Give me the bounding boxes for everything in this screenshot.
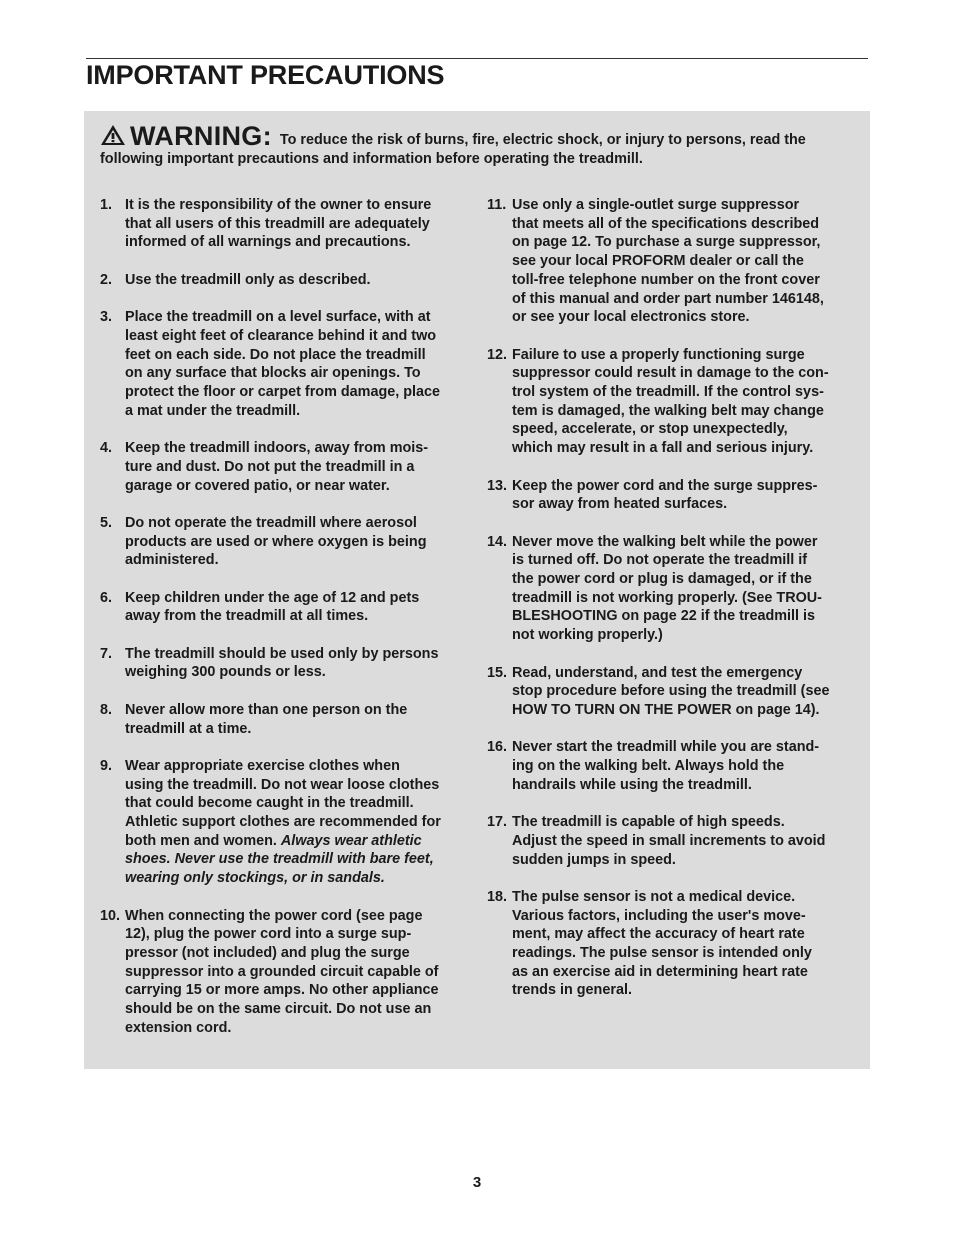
precaution-number: 8. bbox=[100, 701, 113, 718]
precaution-item bbox=[100, 589, 470, 626]
precaution-text: Read, understand, and test the emergency stop procedure before using the treadmill (see HOW TO TURN ON THE POWER on page 14). bbox=[512, 664, 830, 718]
precaution-number: 11. bbox=[487, 197, 507, 213]
precaution-text: Keep the power cord and the surge suppres- sor away from heated surfaces. bbox=[512, 477, 818, 513]
precaution-text: The treadmill is capable of high speeds. Adjust the speed in small increments to avoid sudden jumps in speed. bbox=[512, 814, 826, 868]
precaution-number: 10. bbox=[100, 907, 121, 924]
precaution-text: The treadmill should be used only by persons weighing 300 pounds or less. bbox=[125, 645, 439, 681]
precaution-item bbox=[487, 738, 859, 794]
precaution-number: 16. bbox=[487, 739, 508, 756]
precaution-item bbox=[100, 907, 470, 1038]
precaution-item bbox=[487, 664, 859, 720]
precaution-text: Keep children under the age of 12 and pets away from the treadmill at all times. bbox=[125, 589, 420, 625]
precaution-item bbox=[487, 888, 859, 1000]
precaution-text: Keep the treadmill indoors, away from mois- ture and dust. Do not put the treadmill in a garage or covered patio, or near water. bbox=[125, 440, 429, 494]
precaution-item bbox=[100, 701, 470, 738]
precaution-number: 6. bbox=[100, 589, 113, 606]
precaution-number: 12. bbox=[487, 346, 508, 363]
precaution-number: 14. bbox=[487, 533, 508, 550]
precaution-item bbox=[100, 514, 470, 570]
precaution-number: 5. bbox=[100, 514, 113, 531]
precaution-text: Wear appropriate exercise clothes when using the treadmill. Do not wear loose clothes that could become caught in the treadmill. Athletic support clothes are recommended for both men and women. bbox=[125, 757, 441, 849]
precaution-item bbox=[100, 271, 470, 290]
precaution-text: When connecting the power cord (see page 12), plug the power cord into a surge sup- pressor (not included) and plug the surge suppressor into a grounded circuit capable of carrying 15 or more amps. No other appliance should be on the same circuit. Do not use an extension cord. bbox=[125, 907, 439, 1036]
precaution-item bbox=[487, 533, 859, 645]
precautions-right-column bbox=[487, 196, 859, 1019]
precaution-number: 15. bbox=[487, 664, 508, 681]
precaution-text: It is the responsibility of the owner to ensure that all users of this treadmill are adequately informed of all warnings and precautions. bbox=[125, 197, 432, 251]
precaution-text: The pulse sensor is not a medical device. Various factors, including the user's move- ment, may affect the accuracy of heart rate readings. The pulse sensor is intended only as an exercise aid in determining heart rate trends in general. bbox=[512, 888, 812, 999]
precaution-number: 4. bbox=[100, 440, 113, 457]
precaution-text: Never move the walking belt while the power is turned off. Do not operate the treadmill if the power cord or plug is damaged, or if the treadmill is not working properly. (See TROU- BLESHOOTING on page 22 if the treadmill is not working properly.) bbox=[512, 533, 822, 644]
precaution-item bbox=[487, 346, 859, 458]
warning-text: To reduce the risk of burns, fire, electric shock, or injury to persons, read the following important precautions and information before operating the treadmill. bbox=[100, 132, 806, 167]
page-title: IMPORTANT PRECAUTIONS bbox=[86, 60, 445, 90]
precaution-item bbox=[100, 439, 470, 495]
precaution-text: Never start the treadmill while you are stand- ing on the walking belt. Always hold the handrails while using the treadmill. bbox=[512, 739, 820, 793]
precaution-number: 9. bbox=[100, 757, 113, 774]
precaution-number: 18. bbox=[487, 888, 508, 905]
top-rule bbox=[86, 58, 868, 59]
precaution-text: Never allow more than one person on the treadmill at a time. bbox=[125, 701, 408, 737]
precaution-item bbox=[100, 757, 470, 888]
precaution-number: 17. bbox=[487, 814, 508, 831]
precaution-text: Use only a single-outlet surge suppressor that meets all of the specifications described on page 12. To purchase a surge suppressor, see your local PROFORM dealer or call the toll-free telephone number on the front cover of this manual and order part number 146148, or see your local electronics store. bbox=[512, 197, 824, 326]
warning-triangle-icon bbox=[100, 124, 126, 146]
precaution-item bbox=[487, 196, 859, 327]
precaution-number: 7. bbox=[100, 645, 113, 662]
precaution-item bbox=[487, 477, 859, 514]
precaution-item bbox=[100, 196, 470, 252]
warning-label: WARNING: bbox=[130, 121, 272, 151]
precaution-text: Failure to use a properly functioning surge suppressor could result in damage to the con- trol system of the treadmill. If the control sys- tem is damaged, the walking belt may change speed, accelerate, or stop unexpectedly, which may result in a fall and serious injury. bbox=[512, 346, 829, 457]
precaution-item bbox=[100, 308, 470, 420]
precaution-number: 1. bbox=[100, 197, 113, 213]
precaution-number: 13. bbox=[487, 477, 508, 494]
precaution-text: Place the treadmill on a level surface, with at least eight feet of clearance behind it and two feet on each side. Do not place the treadmill on any surface that blocks air openings. To protect the floor or carpet from damage, place a mat under the treadmill. bbox=[125, 309, 441, 419]
precaution-item bbox=[487, 813, 859, 869]
precaution-emphasis-text: Always wear athletic shoes. Never use the treadmill with bare feet, wearing only stockings, or in sandals. bbox=[125, 832, 434, 887]
page-number: 3 bbox=[472, 1174, 482, 1191]
precautions-left-column bbox=[100, 196, 470, 1056]
precaution-item bbox=[100, 645, 470, 682]
precaution-number: 3. bbox=[100, 309, 113, 326]
warning-statement bbox=[100, 121, 860, 169]
precaution-text: Use the treadmill only as described. bbox=[125, 271, 371, 288]
precaution-text: Do not operate the treadmill where aerosol products are used or where oxygen is being administered. bbox=[125, 514, 427, 569]
precaution-number: 2. bbox=[100, 271, 113, 288]
